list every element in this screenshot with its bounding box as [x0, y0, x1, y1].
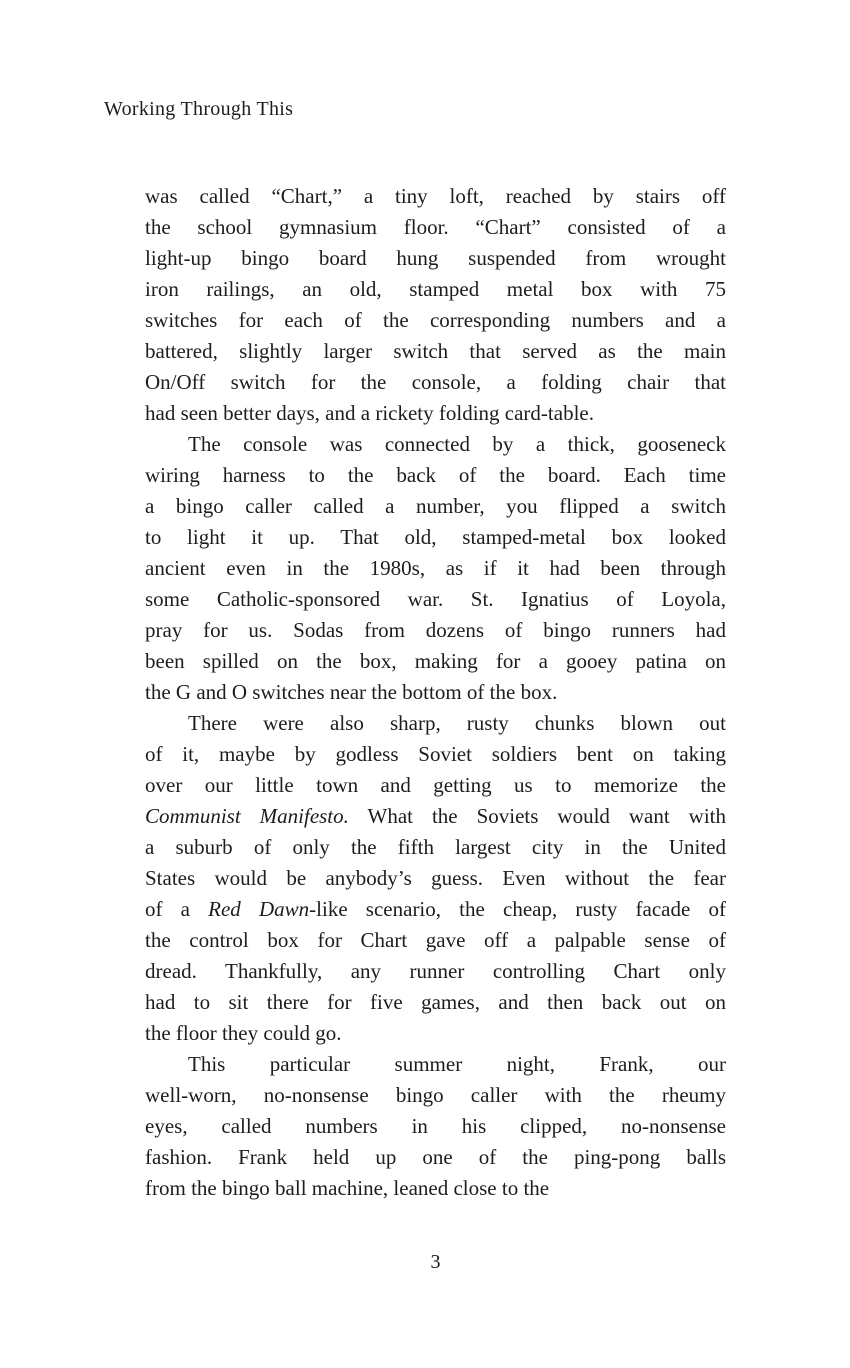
- text-line: [145, 367, 726, 398]
- text-line: [145, 615, 726, 646]
- paragraph: [145, 708, 726, 1049]
- paragraph: [145, 1049, 726, 1204]
- text-segment: over our little town and getting us to memorize the: [145, 773, 726, 797]
- text-segment: the control box for Chart gave off a palpable sense of: [145, 928, 726, 952]
- text-segment: the school gymnasium floor. “Chart” consisted of a: [145, 215, 726, 239]
- text-line: [145, 770, 726, 801]
- text-segment: the floor they could go.: [145, 1021, 342, 1045]
- text-segment: some Catholic-sponsored war. St. Ignatius of Loyola,: [145, 587, 726, 611]
- text-segment: to light it up. That old, stamped-metal box looked: [145, 525, 726, 549]
- text-segment: switches for each of the corresponding numbers and a: [145, 308, 726, 332]
- text-line: [145, 336, 726, 367]
- text-line: [145, 894, 726, 925]
- text-segment: been spilled on the box, making for a gooey patina on: [145, 649, 726, 673]
- text-line: [145, 584, 726, 615]
- body-text: [145, 181, 726, 1204]
- text-line: [145, 522, 726, 553]
- text-segment: wiring harness to the back of the board. Each time: [145, 463, 726, 487]
- text-segment: This particular summer night, Frank, our: [188, 1052, 726, 1076]
- text-segment: a suburb of only the fifth largest city in the United: [145, 835, 726, 859]
- text-line: [145, 491, 726, 522]
- text-line: [145, 305, 726, 336]
- text-line: [145, 832, 726, 863]
- text-line: [145, 1018, 726, 1049]
- text-segment: battered, slightly larger switch that served as the main: [145, 339, 726, 363]
- page-number: 3: [430, 1251, 441, 1273]
- text-segment: pray for us. Sodas from dozens of bingo runners had: [145, 618, 726, 642]
- text-line: [145, 243, 726, 274]
- text-line: [145, 460, 726, 491]
- paragraph: [145, 181, 726, 429]
- italic-text: Red Dawn: [208, 897, 310, 921]
- text-line: [145, 1049, 726, 1080]
- text-segment: from the bingo ball machine, leaned close to the: [145, 1176, 550, 1200]
- text-segment: a bingo caller called a number, you flipped a switch: [145, 494, 726, 518]
- text-segment: eyes, called numbers in his clipped, no-nonsense: [145, 1114, 726, 1138]
- text-segment: iron railings, an old, stamped metal box with 75: [145, 277, 726, 301]
- text-line: [145, 956, 726, 987]
- text-line: [145, 398, 726, 429]
- text-segment: On/Off switch for the console, a folding chair that: [145, 370, 726, 394]
- text-line: [145, 553, 726, 584]
- text-segment: States would be anybody’s guess. Even without the fear: [145, 866, 726, 890]
- text-segment: There were also sharp, rusty chunks blown out: [188, 711, 726, 735]
- text-line: [145, 646, 726, 677]
- text-segment: -like scenario, the cheap, rusty facade of: [309, 897, 726, 921]
- text-segment: the G and O switches near the bottom of the box.: [145, 680, 558, 704]
- text-segment: had to sit there for five games, and then back out on: [145, 990, 726, 1014]
- text-line: [145, 677, 726, 708]
- text-segment: dread. Thankfully, any runner controlling Chart only: [145, 959, 726, 983]
- text-line: [145, 181, 726, 212]
- text-line: [145, 212, 726, 243]
- text-line: [145, 987, 726, 1018]
- text-line: [145, 801, 726, 832]
- paragraph: [145, 429, 726, 708]
- text-line: [145, 274, 726, 305]
- text-line: [145, 863, 726, 894]
- text-segment: light-up bingo board hung suspended from wrought: [145, 246, 726, 270]
- text-segment: The console was connected by a thick, gooseneck: [188, 432, 726, 456]
- running-header: Working Through This: [104, 98, 294, 120]
- text-segment: What the Soviets would want with: [348, 804, 727, 828]
- italic-text: Communist Manifesto.: [145, 804, 349, 828]
- text-segment: had seen better days, and a rickety folding card-table.: [145, 401, 594, 425]
- text-line: [145, 429, 726, 460]
- text-line: [145, 1111, 726, 1142]
- text-line: [145, 1173, 726, 1204]
- text-line: [145, 1142, 726, 1173]
- text-line: [145, 708, 726, 739]
- text-segment: ancient even in the 1980s, as if it had been through: [145, 556, 726, 580]
- text-segment: fashion. Frank held up one of the ping-pong balls: [145, 1145, 726, 1169]
- text-segment: of it, maybe by godless Soviet soldiers bent on taking: [145, 742, 726, 766]
- text-segment: of a: [145, 897, 209, 921]
- text-line: [145, 1080, 726, 1111]
- text-line: [145, 739, 726, 770]
- text-segment: was called “Chart,” a tiny loft, reached by stairs off: [145, 184, 726, 208]
- text-segment: well-worn, no-nonsense bingo caller with the rheumy: [145, 1083, 726, 1107]
- text-line: [145, 925, 726, 956]
